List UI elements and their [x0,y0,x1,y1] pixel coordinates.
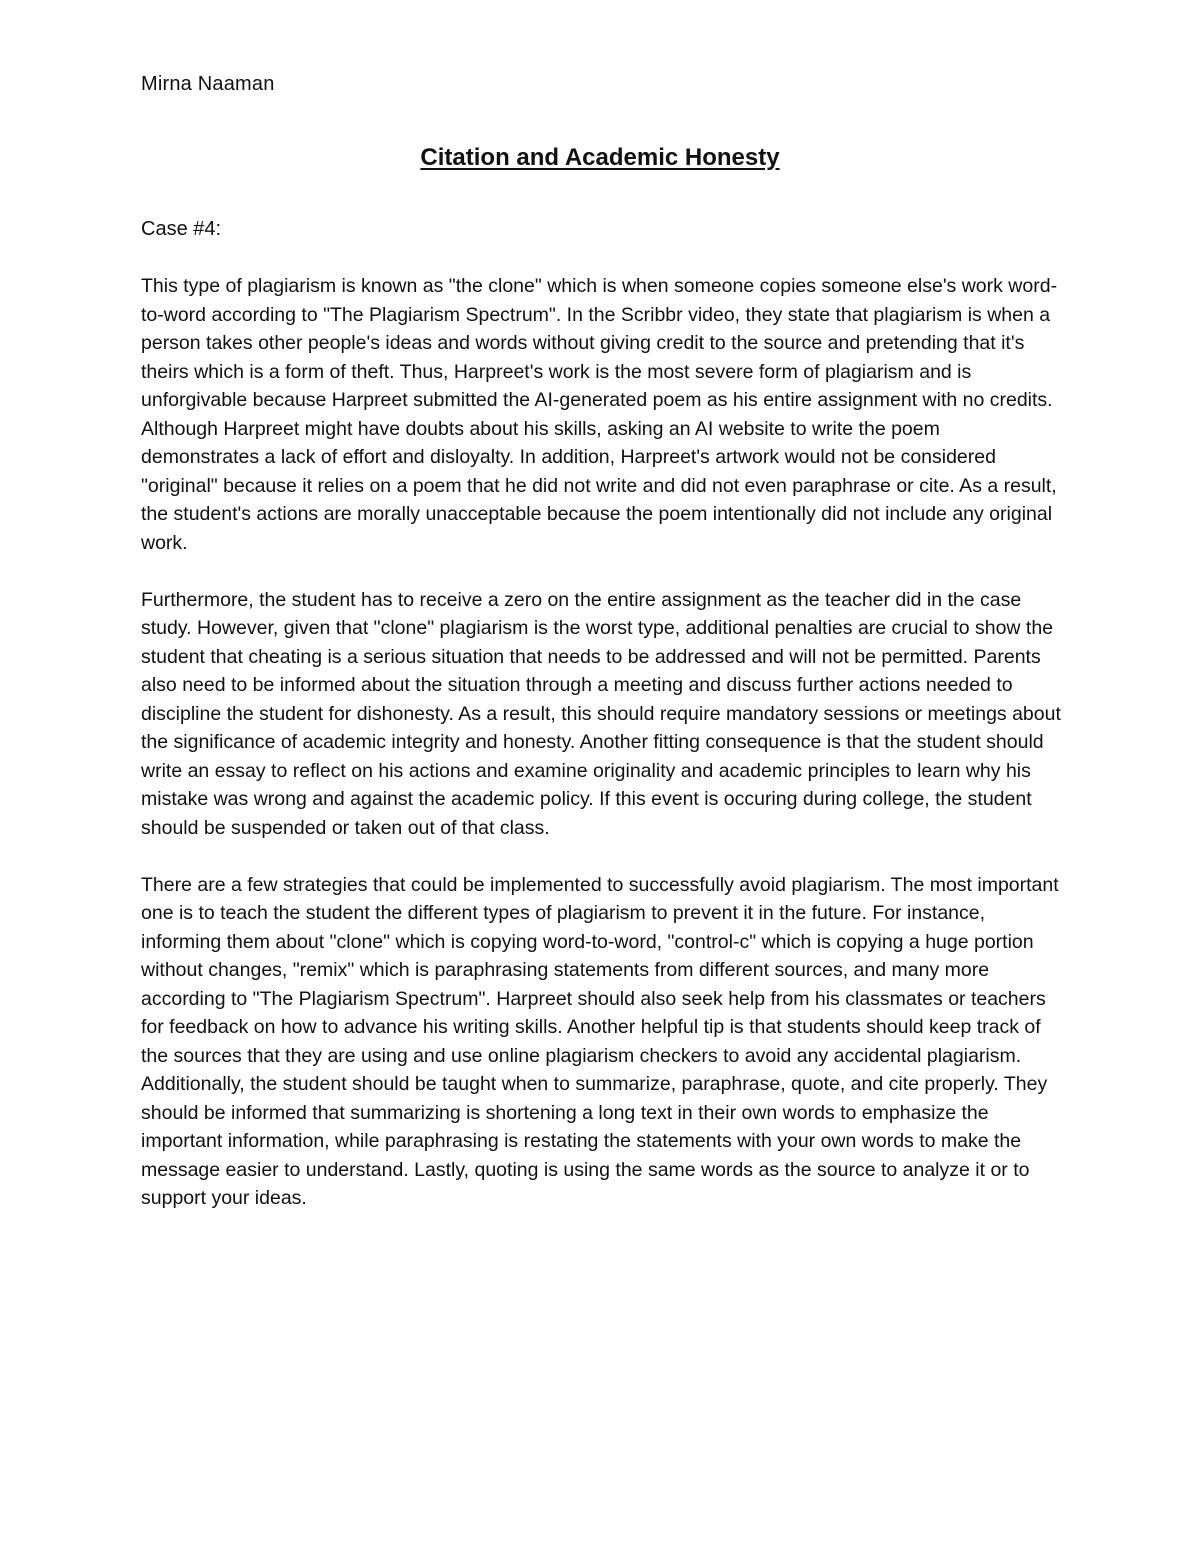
document-title: Citation and Academic Honesty [420,144,780,171]
paragraph-2: Furthermore, the student has to receive a zero on the entire assignment as the teacher did in the case study. However, given that "clone" plagiarism is the worst type, additional penalties are crucial to show the student that cheating is a serious situation that needs to be addressed and will not be permitted. Parents also need to be informed about the situation through a meeting and discuss further actions needed to discipline the student for dishonesty. As a result, this should require mandatory sessions or meetings about the significance of academic integrity and honesty. Another fitting consequence is that the student should write an essay to reflect on his actions and examine originality and academic principles to learn why his mistake was wrong and against the academic policy. If this event is occuring during college, the student should be suspended or taken out of that class. [141,588,1061,839]
case-label: Case #4: [141,218,222,240]
paragraph-3: There are a few strategies that could be implemented to successfully avoid plagiarism. The most important one is to teach the student the different types of plagiarism to prevent it in the future. For instance, informing them about "clone" which is copying word-to-word, "control-c" which is copying a huge portion without changes, "remix" which is paraphrasing statements from different sources, and many more according to "The Plagiarism Spectrum". Harpreet should also seek help from his classmates or teachers for feedback on how to advance his writing skills. Another helpful tip is that students should keep track of the sources that they are using and use online plagiarism checkers to avoid any accidental plagiarism. Additionally, the student should be taught when to summarize, paraphrase, quote, and cite properly. They should be informed that summarizing is shortening a long text in their own words to emphasize the important information, while paraphrasing is restating the statements with your own words to make the message easier to understand. Lastly, quoting is using the same words as the source to analyze it or to support your ideas. [141,873,1059,1209]
author-name: Mirna Naaman [141,73,275,95]
paragraph-1: This type of plagiarism is known as "the clone" which is when someone copies someone else's work word-to-word according to "The Plagiarism Spectrum". In the Scribbr video, they state that plagiarism is when a person takes other people's ideas and words without giving credit to the source and pretending that it's theirs which is a form of theft. Thus, Harpreet's work is the most severe form of plagiarism and is unforgivable because Harpreet submitted the AI-generated poem as his entire assignment with no credits. Although Harpreet might have doubts about his skills, asking an AI website to write the poem demonstrates a lack of effort and disloyalty. In addition, Harpreet's artwork would not be considered "original" because it relies on a poem that he did not write and did not even paraphrase or cite. As a result, the student's actions are morally unacceptable because the poem intentionally did not include any original work. [141,275,1058,554]
body-text [141,272,1061,1241]
